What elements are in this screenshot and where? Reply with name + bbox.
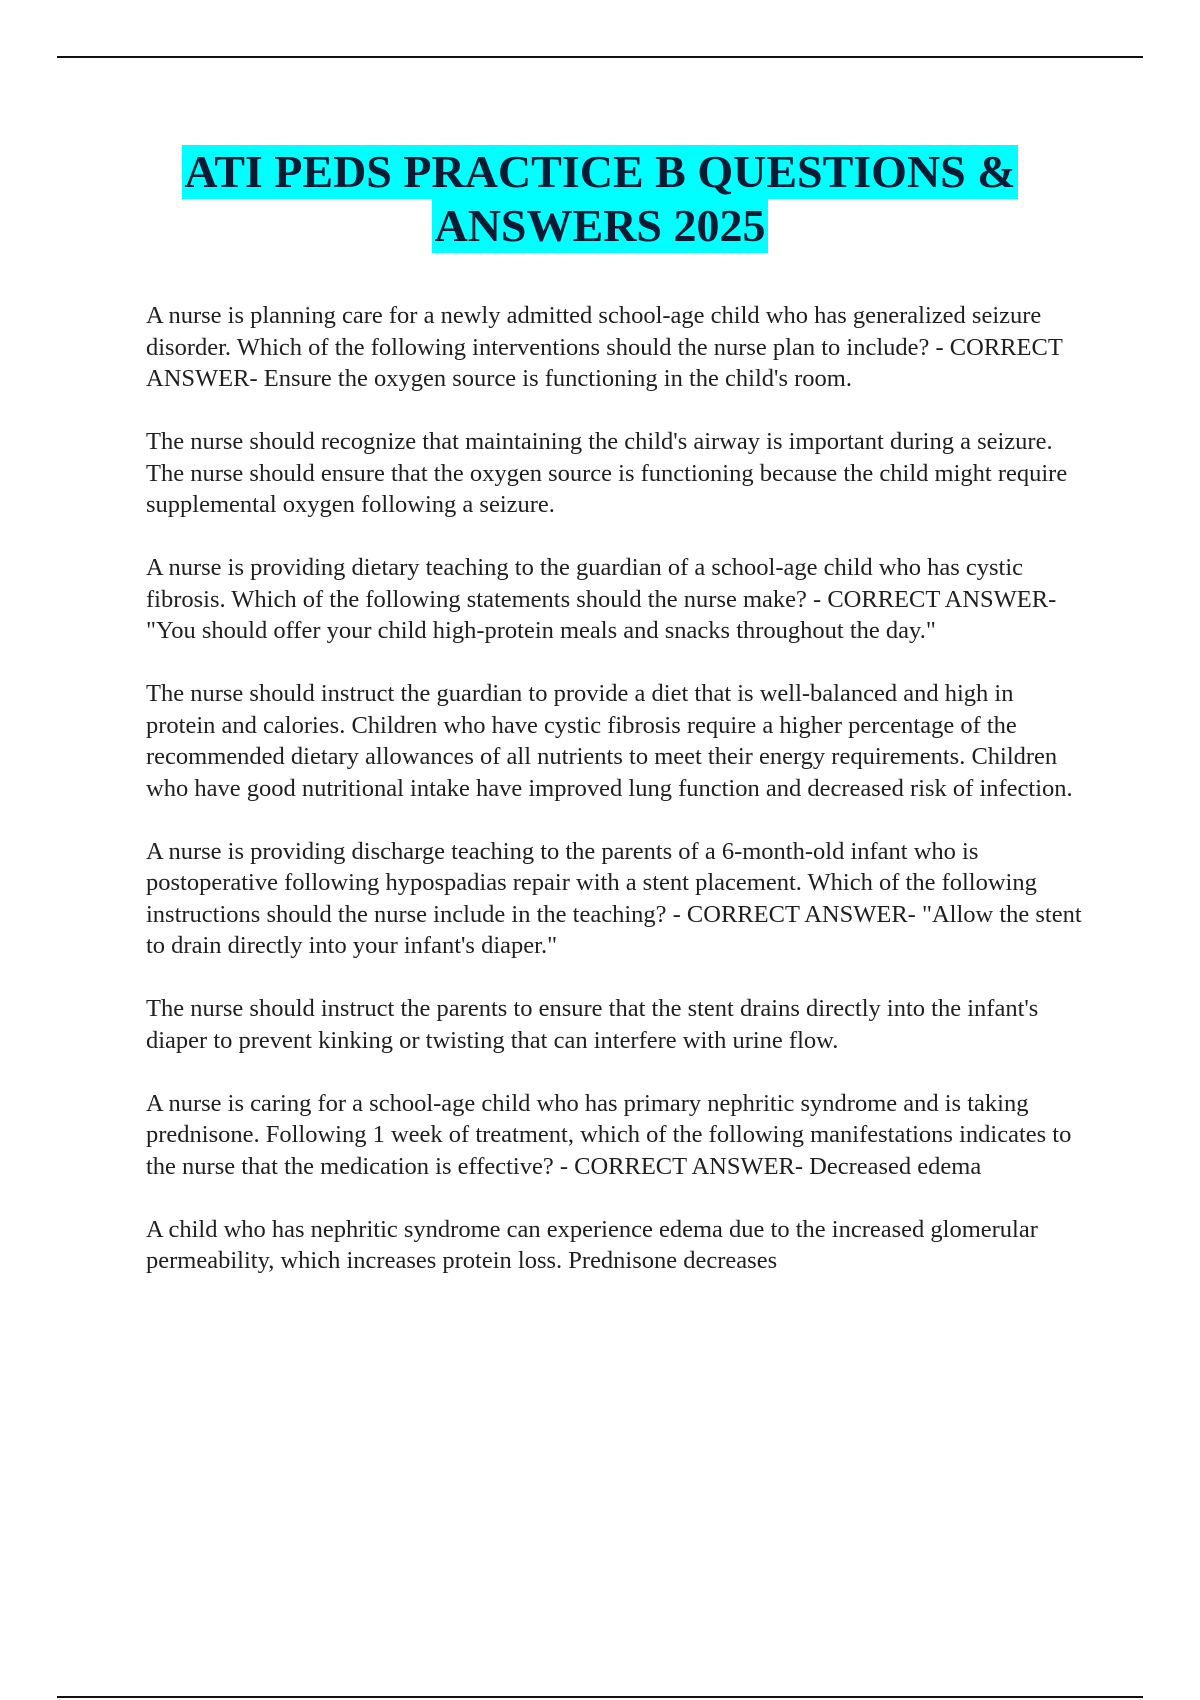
question-paragraph: A nurse is providing dietary teaching to the guardian of a school-age child who has cystic fibrosis. Which of the following statements should the nurse make? - CORRECT ANSWER- "You should offer your child high-protein meals and snacks throughout the day." <box>146 554 1057 644</box>
rationale-paragraph: The nurse should recognize that maintaining the child's airway is important during a seizure. The nurse should ensure that the oxygen source is functioning because the child might require supplemental oxygen following a seizure. <box>146 428 1068 518</box>
rationale-paragraph: The nurse should instruct the parents to ensure that the stent drains directly into the infant's diaper to prevent kinking or twisting that can interfere with urine flow. <box>146 995 1039 1054</box>
rationale-paragraph: The nurse should instruct the guardian to provide a diet that is well-balanced and high in protein and calories. Children who have cystic fibrosis require a higher percentage of the recommended dietary allowances of all nutrients to meet their energy requirements. Children who have good nutritional intake have improved lung function and decreased risk of infection. <box>146 680 1073 802</box>
top-rule <box>57 56 1143 58</box>
document-title <box>0 145 1200 253</box>
title-line-1: ATI PEDS PRACTICE B QUESTIONS & <box>184 146 1016 197</box>
bottom-rule <box>57 1696 1143 1698</box>
document-body <box>146 300 1086 1308</box>
title-line-2: ANSWERS 2025 <box>434 200 766 251</box>
question-paragraph: A nurse is planning care for a newly admitted school-age child who has generalized seizure disorder. Which of the following interventions should the nurse plan to include? - CORRECT ANSWER- Ensure the oxygen source is functioning in the child's room. <box>146 302 1063 392</box>
rationale-paragraph: A child who has nephritic syndrome can experience edema due to the increased glomerular permeability, which increases protein loss. Prednisone decreases <box>146 1215 1038 1274</box>
question-paragraph: A nurse is providing discharge teaching to the parents of a 6-month-old infant who is postoperative following hypospadias repair with a stent placement. Which of the following instructions should the nurse include in the teaching? - CORRECT ANSWER- "Allow the stent to drain directly into your infant's diaper." <box>146 837 1082 959</box>
question-paragraph: A nurse is caring for a school-age child who has primary nephritic syndrome and is taking prednisone. Following 1 week of treatment, which of the following manifestations indicates to the nurse that the medication is effective? - CORRECT ANSWER- Decreased edema <box>146 1089 1072 1180</box>
